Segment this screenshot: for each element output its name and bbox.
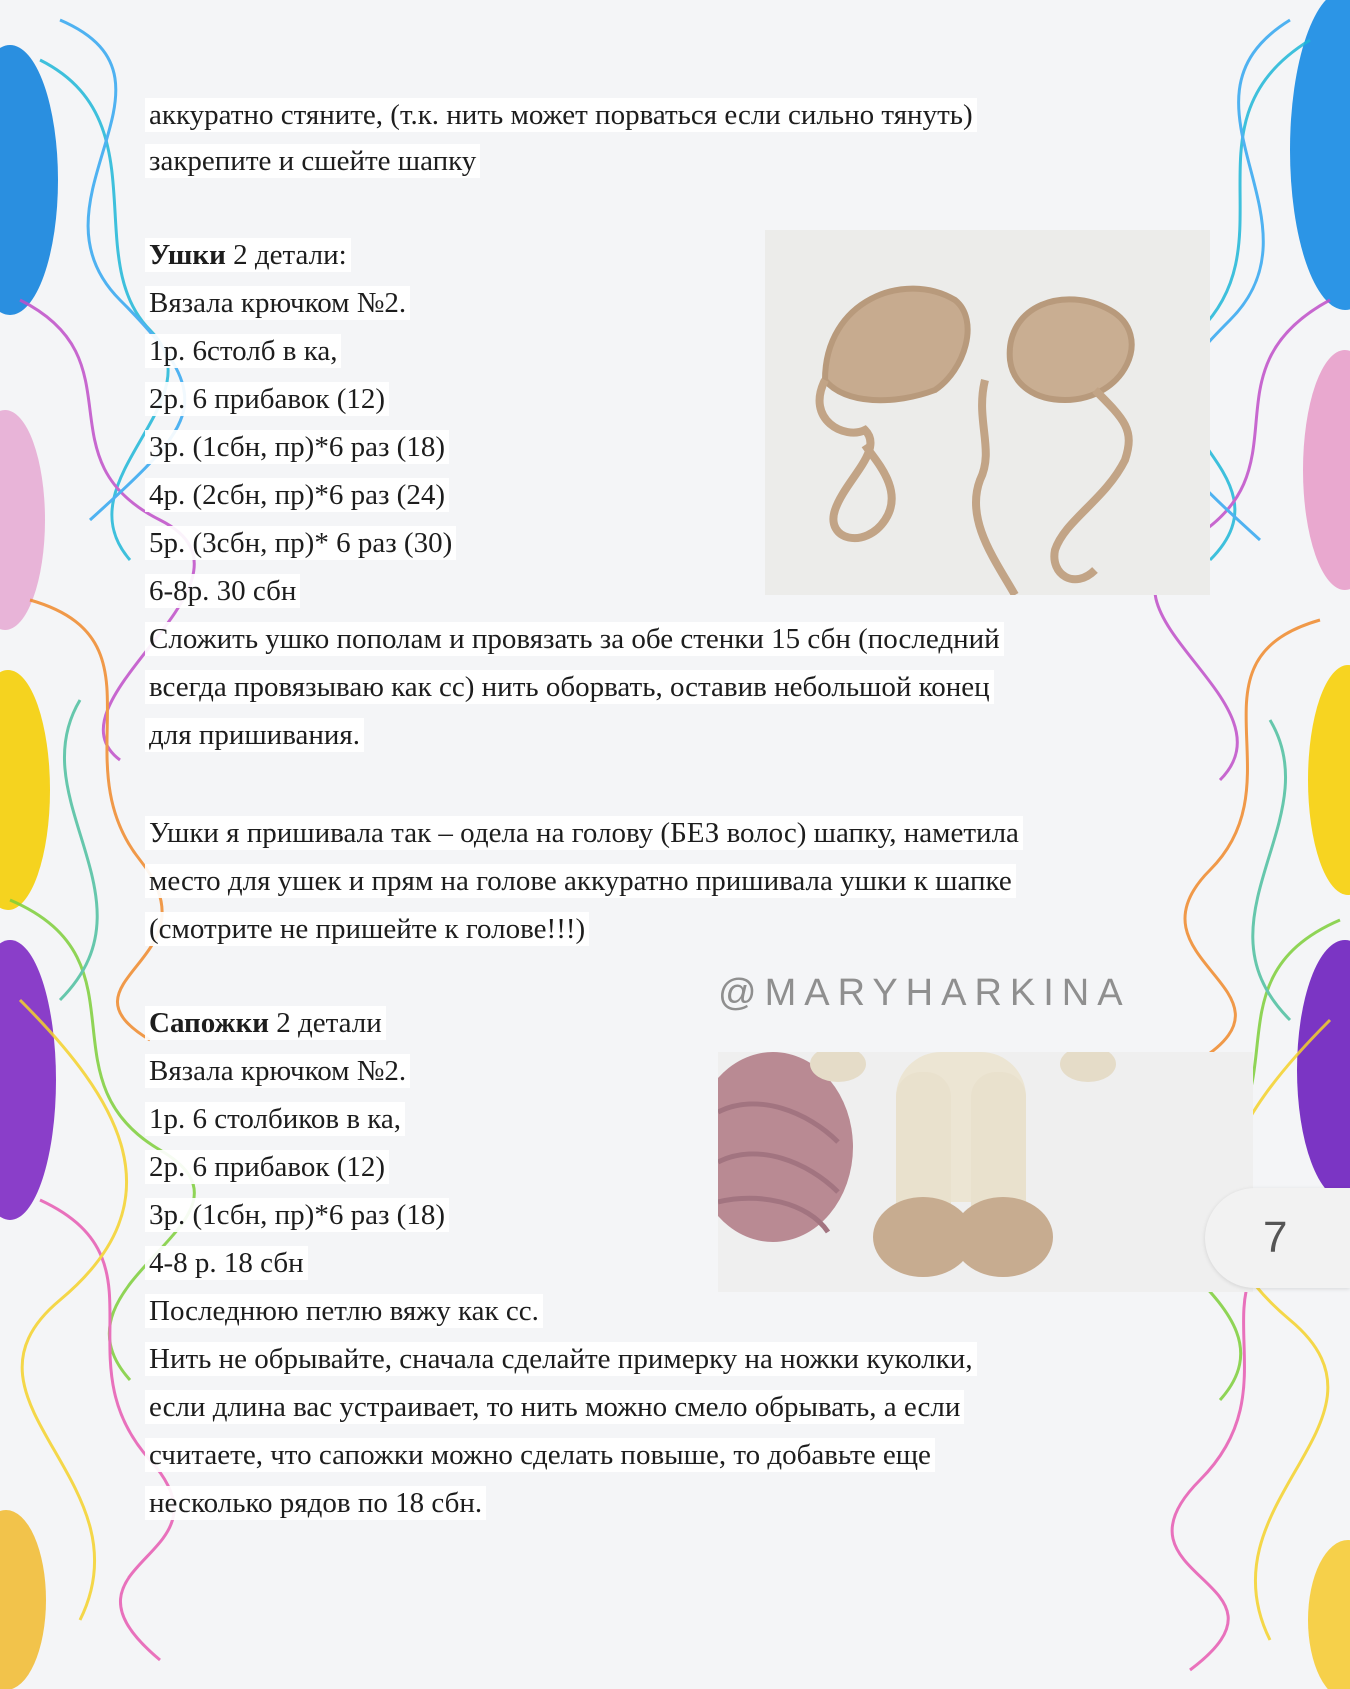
ears-photo bbox=[765, 230, 1210, 595]
ears-heading bbox=[145, 238, 351, 272]
ears-line: 1р. 6столб в ка, bbox=[145, 334, 341, 368]
ears-line: для пришивания. bbox=[145, 718, 364, 752]
ears-line: 4р. (2сбн, пр)*6 раз (24) bbox=[145, 478, 449, 512]
intro-line-1: аккуратно стяните, (т.к. нить может порваться если сильно тянуть) bbox=[145, 98, 977, 132]
boots-title-suffix: 2 детали bbox=[269, 1007, 382, 1039]
boots-line: Последнюю петлю вяжу как сс. bbox=[145, 1294, 543, 1328]
ears-title-suffix: 2 детали: bbox=[225, 239, 347, 271]
ears-note-line: Ушки я пришивала так – одела на голову (БЕЗ волос) шапку, наметила bbox=[145, 816, 1023, 850]
ears-line: всегда провязываю как сс) нить оборвать, оставив небольшой конец bbox=[145, 670, 994, 704]
ears-note-line: (смотрите не пришейте к голове!!!) bbox=[145, 912, 589, 946]
ears-title: Ушки bbox=[149, 239, 226, 271]
boots-line: 1р. 6 столбиков в ка, bbox=[145, 1102, 405, 1136]
boots-line: несколько рядов по 18 сбн. bbox=[145, 1486, 486, 1520]
ears-line: Вязала крючком №2. bbox=[145, 286, 410, 320]
ears-line: 2р. 6 прибавок (12) bbox=[145, 382, 389, 416]
boots-line: если длина вас устраивает, то нить можно смело обрывать, а если bbox=[145, 1390, 964, 1424]
boots-line: 2р. 6 прибавок (12) bbox=[145, 1150, 389, 1184]
boots-line: Вязала крючком №2. bbox=[145, 1054, 410, 1088]
boots-line: считаете, что сапожки можно сделать повыше, то добавьте еще bbox=[145, 1438, 935, 1472]
ears-line: Сложить ушко пополам и провязать за обе стенки 15 сбн (последний bbox=[145, 622, 1004, 656]
boots-heading bbox=[145, 1006, 386, 1040]
ears-line: 3р. (1сбн, пр)*6 раз (18) bbox=[145, 430, 449, 464]
watermark: @MARYHARKINA bbox=[718, 972, 1131, 1014]
crochet-ears-image bbox=[765, 230, 1210, 595]
ears-line: 5р. (3сбн, пр)* 6 раз (30) bbox=[145, 526, 456, 560]
page-number: 7 bbox=[1205, 1188, 1350, 1288]
boots-line: Нить не обрывайте, сначала сделайте примерку на ножки куколки, bbox=[145, 1342, 977, 1376]
intro-line-2: закрепите и сшейте шапку bbox=[145, 144, 480, 178]
ears-note-line: место для ушек и прям на голове аккуратно пришивала ушки к шапке bbox=[145, 864, 1016, 898]
boots-photo bbox=[718, 1052, 1253, 1292]
boots-line: 4-8 р. 18 сбн bbox=[145, 1246, 308, 1280]
crochet-boots-image bbox=[718, 1052, 1253, 1292]
boots-line: 3р. (1сбн, пр)*6 раз (18) bbox=[145, 1198, 449, 1232]
boots-title: Сапожки bbox=[149, 1007, 269, 1039]
ears-line: 6-8р. 30 сбн bbox=[145, 574, 300, 608]
